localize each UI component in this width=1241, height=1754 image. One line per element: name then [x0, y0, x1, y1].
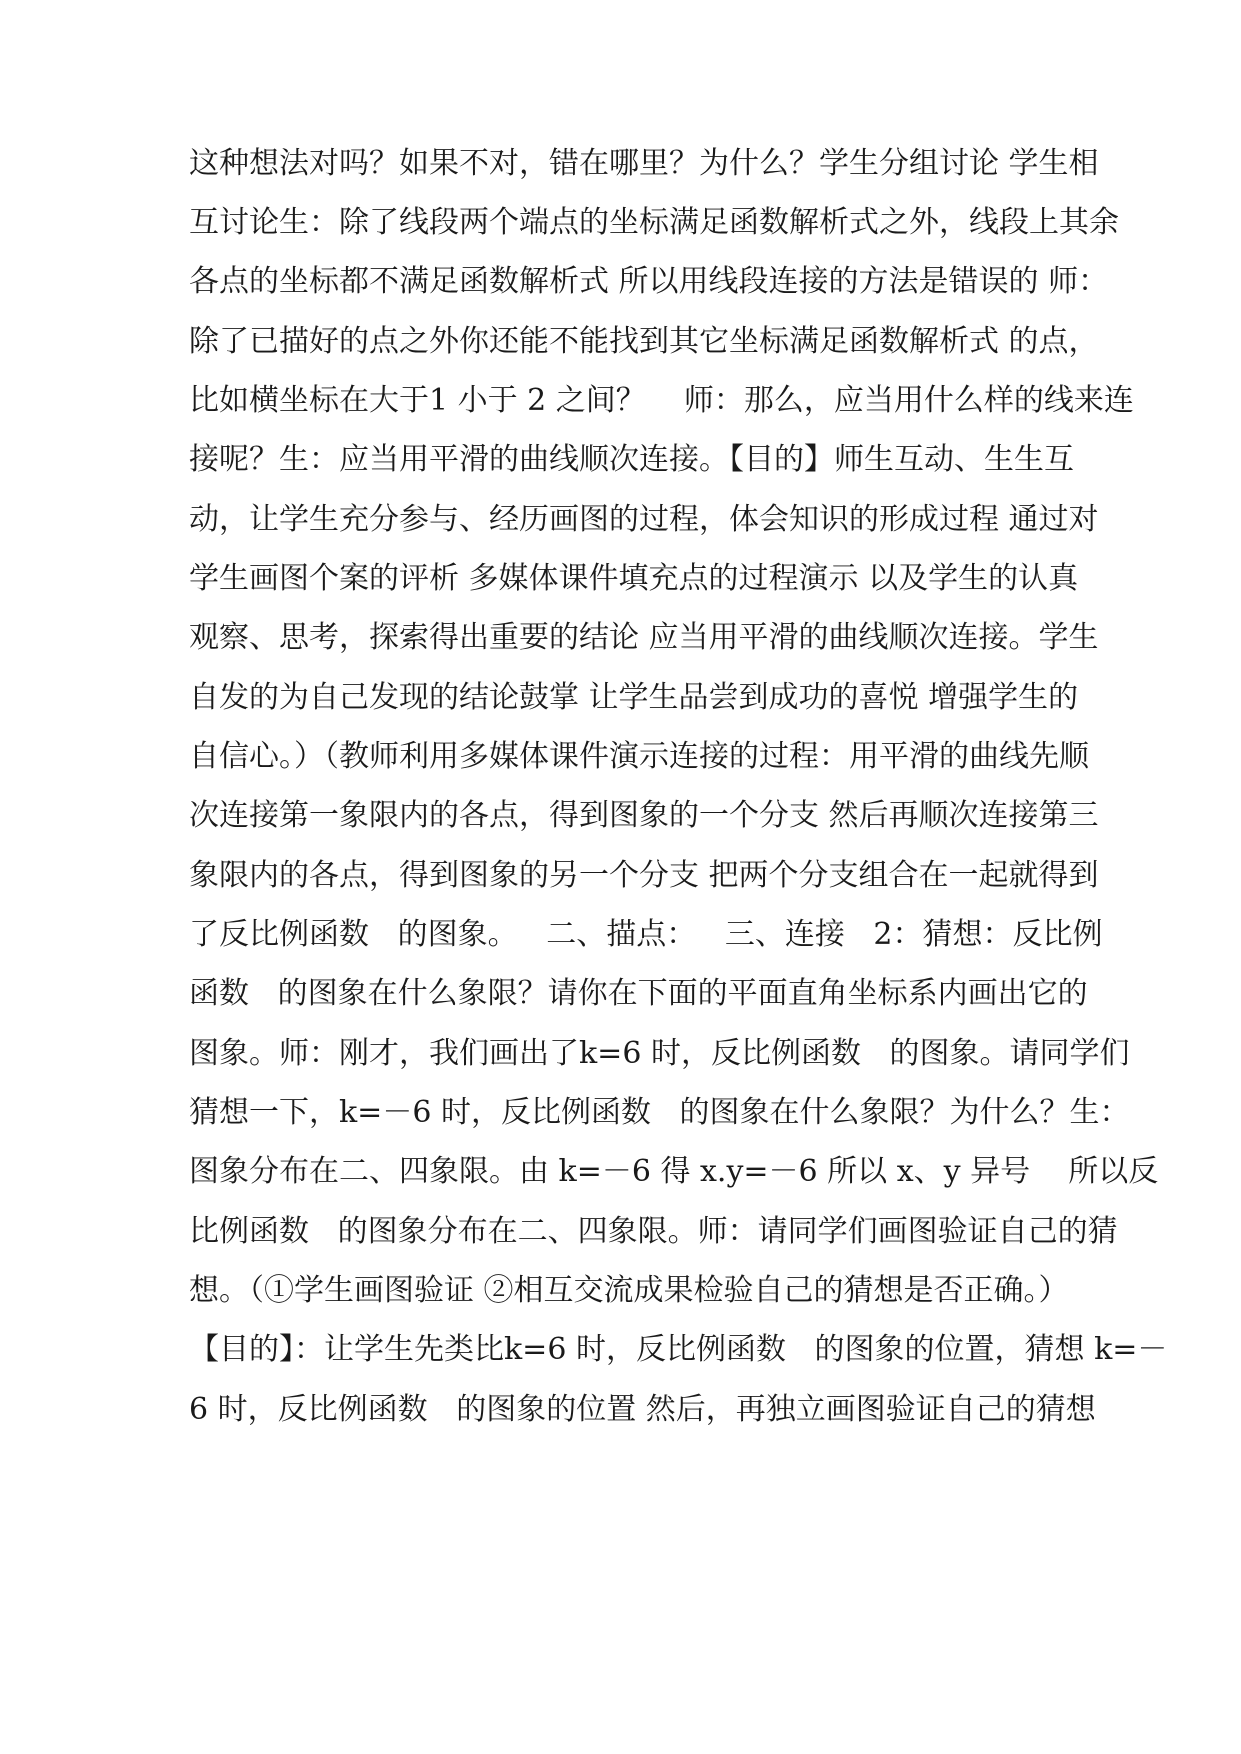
text-line: 动，让学生充分参与、经历画图的过程，体会知识的形成过程 通过对	[189, 502, 1099, 537]
text-line: 猜想一下，k=－6 时，反比例函数 的图象在什么象限？为什么？生：	[189, 1095, 1130, 1130]
text-line: 比如横坐标在大于1 小于 2 之间？ 师：那么，应当用什么样的线来连	[189, 383, 1134, 418]
text-line: 函数 的图象在什么象限？请你在下面的平面直角坐标系内画出它的	[189, 976, 1088, 1011]
text-line: 图象分布在二、四象限。由 k=－6 得 x.y=－6 所以 x、y 异号 所以反	[189, 1154, 1159, 1189]
text-line: 观察、思考，探索得出重要的结论 应当用平滑的曲线顺次连接。学生	[189, 620, 1099, 655]
text-line: 象限内的各点，得到图象的另一个分支 把两个分支组合在一起就得到	[189, 858, 1099, 893]
text-line: 自信心。）（教师利用多媒体课件演示连接的过程：用平滑的曲线先顺	[189, 739, 1089, 774]
text-line: 各点的坐标都不满足函数解析式 所以用线段连接的方法是错误的 师：	[189, 264, 1109, 299]
text-line: 比例函数 的图象分布在二、四象限。师：请同学们画图验证自己的猜	[189, 1214, 1118, 1249]
text-line: 【目的】：让学生先类比k=6 时，反比例函数 的图象的位置，猜想 k=－	[189, 1332, 1168, 1367]
text-line: 次连接第一象限内的各点，得到图象的一个分支 然后再顺次连接第三	[189, 798, 1099, 833]
text-line: 互讨论生：除了线段两个端点的坐标满足函数解析式之外，线段上其余	[189, 205, 1119, 240]
text-line: 接呢？生：应当用平滑的曲线顺次连接。【目的】师生互动、生生互	[189, 442, 1074, 477]
text-line: 除了已描好的点之外你还能不能找到其它坐标满足函数解析式 的点，	[189, 324, 1099, 359]
text-line: 学生画图个案的评析 多媒体课件填充点的过程演示 以及学生的认真	[189, 561, 1079, 596]
text-line: 了反比例函数 的图象。 二、描点： 三、连接 2：猜想：反比例	[189, 917, 1103, 952]
text-line: 想。（①学生画图验证 ②相互交流成果检验自己的猜想是否正确。）	[189, 1273, 1069, 1308]
text-line: 自发的为自己发现的结论鼓掌 让学生品尝到成功的喜悦 增强学生的	[189, 680, 1079, 715]
text-line: 这种想法对吗？如果不对，错在哪里？为什么？学生分组讨论 学生相	[189, 146, 1099, 181]
text-line: 6 时，反比例函数 的图象的位置 然后，再独立画图验证自己的猜想	[189, 1392, 1096, 1427]
text-line: 图象。师：刚才，我们画出了k=6 时，反比例函数 的图象。请同学们	[189, 1036, 1130, 1071]
